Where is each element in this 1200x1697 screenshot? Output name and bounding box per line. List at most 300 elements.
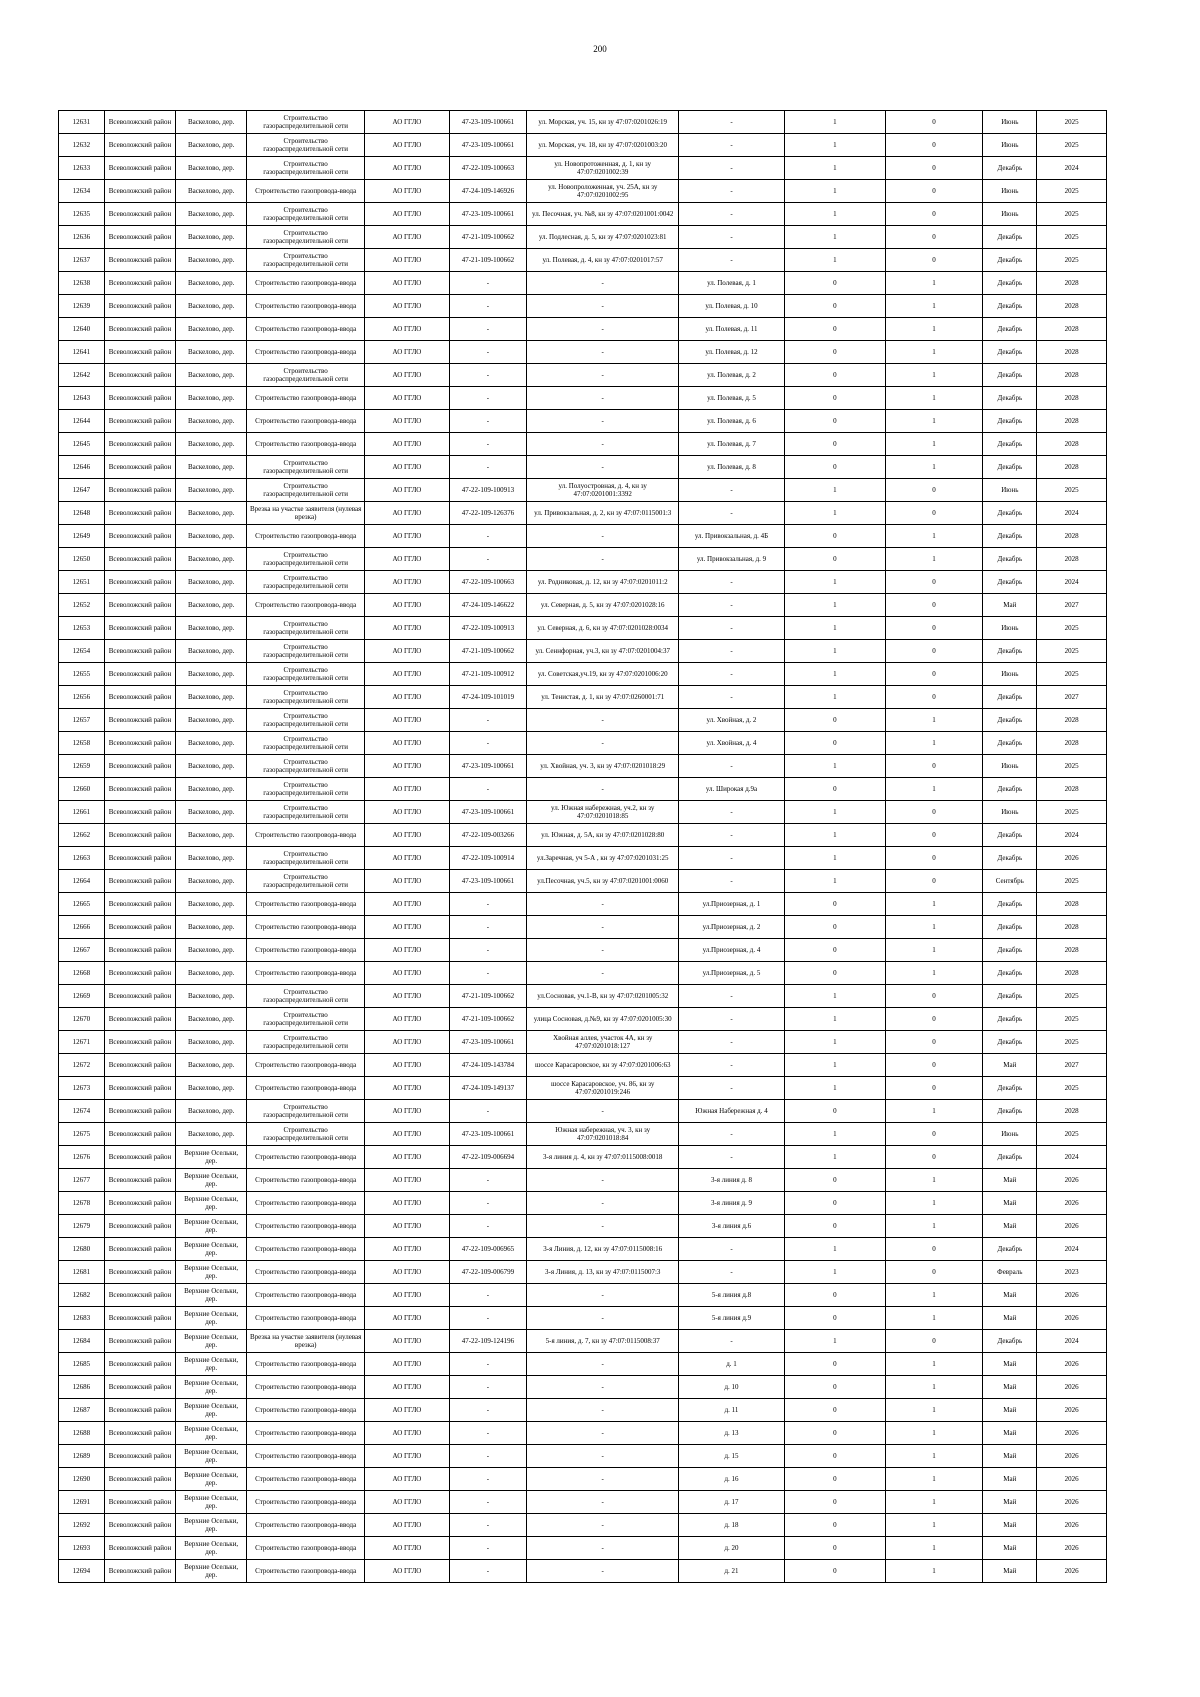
cell-application-id: 47-21-109-100662 [449, 640, 527, 663]
cell-count-a: 0 [784, 1422, 885, 1445]
cell-count-a: 0 [784, 410, 885, 433]
cell-row-number: 12635 [59, 203, 105, 226]
cell-organization: АО ГГЛО [365, 663, 449, 686]
cell-settlement: Васкелово, дер. [176, 686, 247, 709]
cell-application-id: - [449, 456, 527, 479]
cell-address: ул. Полевая, д. 12 [679, 341, 785, 364]
table-row [59, 410, 1107, 433]
cell-district: Всеволожский район [104, 387, 176, 410]
cell-month: Декабрь [983, 1100, 1037, 1123]
cell-address: Южная Набережная д. 4 [679, 1100, 785, 1123]
cell-address: - [679, 1330, 785, 1353]
cell-year: 2024 [1037, 157, 1107, 180]
cell-year: 2028 [1037, 778, 1107, 801]
cell-organization: АО ГГЛО [365, 180, 449, 203]
cell-count-b: 1 [885, 1215, 983, 1238]
cell-year: 2025 [1037, 226, 1107, 249]
cell-count-a: 1 [784, 502, 885, 525]
table-row [59, 1192, 1107, 1215]
cell-application-id: - [449, 1445, 527, 1468]
cell-count-a: 1 [784, 686, 885, 709]
cell-address: ул. Хвойная, д. 4 [679, 732, 785, 755]
cell-work-type: Строительство газораспределительной сети [246, 456, 364, 479]
cell-count-a: 1 [784, 1261, 885, 1284]
cell-organization: АО ГГЛО [365, 824, 449, 847]
cell-application-id: 47-24-109-143784 [449, 1054, 527, 1077]
cell-address: - [679, 870, 785, 893]
cell-organization: АО ГГЛО [365, 1284, 449, 1307]
cell-row-number: 12639 [59, 295, 105, 318]
table-row [59, 847, 1107, 870]
cell-settlement: Верхние Осельки, дер. [176, 1169, 247, 1192]
cell-month: Декабрь [983, 962, 1037, 985]
cell-district: Всеволожский район [104, 1399, 176, 1422]
cell-settlement: Верхние Осельки, дер. [176, 1238, 247, 1261]
cell-address-cadastral: ул. Советская,уч.19, кн зу 47:07:0201006:20 [527, 663, 679, 686]
cell-organization: АО ГГЛО [365, 1261, 449, 1284]
cell-organization: АО ГГЛО [365, 387, 449, 410]
cell-count-a: 0 [784, 1445, 885, 1468]
cell-settlement: Верхние Осельки, дер. [176, 1215, 247, 1238]
cell-application-id: - [449, 1307, 527, 1330]
cell-application-id: 47-23-109-100661 [449, 870, 527, 893]
cell-district: Всеволожский район [104, 1330, 176, 1353]
table-row [59, 180, 1107, 203]
cell-address: д. 15 [679, 1445, 785, 1468]
cell-address: - [679, 594, 785, 617]
cell-organization: АО ГГЛО [365, 203, 449, 226]
cell-address-cadastral: ул.Песочная, уч.5, кн зу 47:07:0201001:0060 [527, 870, 679, 893]
cell-row-number: 12654 [59, 640, 105, 663]
cell-organization: АО ГГЛО [365, 479, 449, 502]
cell-application-id: - [449, 433, 527, 456]
cell-row-number: 12655 [59, 663, 105, 686]
cell-work-type: Строительство газораспределительной сети [246, 1123, 364, 1146]
cell-count-b: 1 [885, 962, 983, 985]
cell-count-a: 0 [784, 341, 885, 364]
cell-row-number: 12645 [59, 433, 105, 456]
cell-address-cadastral: - [527, 939, 679, 962]
cell-work-type: Строительство газопровода-ввода [246, 962, 364, 985]
cell-month: Май [983, 1353, 1037, 1376]
cell-organization: АО ГГЛО [365, 985, 449, 1008]
cell-row-number: 12684 [59, 1330, 105, 1353]
cell-month: Декабрь [983, 272, 1037, 295]
cell-row-number: 12669 [59, 985, 105, 1008]
cell-application-id: - [449, 525, 527, 548]
cell-settlement: Васкелово, дер. [176, 433, 247, 456]
cell-work-type: Строительство газопровода-ввода [246, 1192, 364, 1215]
cell-count-a: 0 [784, 272, 885, 295]
cell-month: Июнь [983, 134, 1037, 157]
cell-district: Всеволожский район [104, 824, 176, 847]
cell-month: Декабрь [983, 686, 1037, 709]
cell-application-id: 47-22-109-100913 [449, 617, 527, 640]
cell-count-b: 1 [885, 410, 983, 433]
cell-work-type: Строительство газораспределительной сети [246, 686, 364, 709]
cell-count-a: 1 [784, 1238, 885, 1261]
cell-address-cadastral: - [527, 1100, 679, 1123]
table-row [59, 1146, 1107, 1169]
cell-count-a: 0 [784, 1284, 885, 1307]
table-row [59, 1376, 1107, 1399]
cell-address: - [679, 249, 785, 272]
cell-address: д. 16 [679, 1468, 785, 1491]
cell-month: Декабрь [983, 732, 1037, 755]
cell-address-cadastral: - [527, 1307, 679, 1330]
cell-work-type: Строительство газопровода-ввода [246, 1146, 364, 1169]
cell-work-type: Строительство газопровода-ввода [246, 1514, 364, 1537]
cell-application-id: - [449, 387, 527, 410]
cell-address-cadastral: - [527, 1353, 679, 1376]
cell-count-a: 0 [784, 295, 885, 318]
table-row [59, 456, 1107, 479]
table-row [59, 893, 1107, 916]
cell-district: Всеволожский район [104, 893, 176, 916]
cell-row-number: 12679 [59, 1215, 105, 1238]
cell-address-cadastral: - [527, 1445, 679, 1468]
cell-year: 2024 [1037, 502, 1107, 525]
table-row [59, 663, 1107, 686]
cell-address: ул. Привокзальная, д. 9 [679, 548, 785, 571]
cell-address: - [679, 1031, 785, 1054]
cell-month: Май [983, 1307, 1037, 1330]
cell-work-type: Строительство газопровода-ввода [246, 433, 364, 456]
cell-organization: АО ГГЛО [365, 686, 449, 709]
cell-count-b: 1 [885, 1376, 983, 1399]
cell-organization: АО ГГЛО [365, 732, 449, 755]
cell-address: - [679, 502, 785, 525]
cell-organization: АО ГГЛО [365, 962, 449, 985]
cell-district: Всеволожский район [104, 801, 176, 824]
cell-address: - [679, 571, 785, 594]
cell-month: Декабрь [983, 571, 1037, 594]
cell-count-b: 1 [885, 939, 983, 962]
cell-row-number: 12643 [59, 387, 105, 410]
cell-address-cadastral: ул. Морская, уч. 15, кн зу 47:07:0201026:19 [527, 111, 679, 134]
cell-settlement: Васкелово, дер. [176, 893, 247, 916]
cell-count-b: 1 [885, 893, 983, 916]
cell-row-number: 12659 [59, 755, 105, 778]
cell-count-b: 1 [885, 1537, 983, 1560]
cell-year: 2028 [1037, 548, 1107, 571]
cell-district: Всеволожский район [104, 985, 176, 1008]
cell-year: 2026 [1037, 847, 1107, 870]
cell-application-id: 47-24-109-149137 [449, 1077, 527, 1100]
cell-application-id: - [449, 1284, 527, 1307]
cell-count-a: 0 [784, 778, 885, 801]
cell-year: 2027 [1037, 686, 1107, 709]
cell-address: - [679, 1054, 785, 1077]
cell-count-a: 0 [784, 916, 885, 939]
cell-month: Декабрь [983, 847, 1037, 870]
cell-row-number: 12692 [59, 1514, 105, 1537]
cell-year: 2025 [1037, 249, 1107, 272]
cell-year: 2028 [1037, 732, 1107, 755]
table-row [59, 1215, 1107, 1238]
cell-row-number: 12652 [59, 594, 105, 617]
cell-work-type: Строительство газопровода-ввода [246, 916, 364, 939]
cell-work-type: Строительство газопровода-ввода [246, 410, 364, 433]
cell-work-type: Строительство газопровода-ввода [246, 594, 364, 617]
cell-district: Всеволожский район [104, 617, 176, 640]
cell-organization: АО ГГЛО [365, 594, 449, 617]
table-row [59, 318, 1107, 341]
cell-count-b: 1 [885, 1284, 983, 1307]
cell-district: Всеволожский район [104, 686, 176, 709]
cell-district: Всеволожский район [104, 1284, 176, 1307]
cell-district: Всеволожский район [104, 1468, 176, 1491]
cell-address: ул. Полевая, д. 1 [679, 272, 785, 295]
cell-address-cadastral: шоссе Карасаровское, уч. 86, кн зу 47:07:0201019:246 [527, 1077, 679, 1100]
cell-month: Декабрь [983, 502, 1037, 525]
table-body [59, 111, 1107, 1583]
cell-month: Декабрь [983, 525, 1037, 548]
cell-count-a: 0 [784, 1491, 885, 1514]
table-row [59, 134, 1107, 157]
cell-year: 2028 [1037, 433, 1107, 456]
cell-organization: АО ГГЛО [365, 847, 449, 870]
cell-settlement: Васкелово, дер. [176, 318, 247, 341]
cell-address-cadastral: ул. Новопроложенная, уч. 25А, кн зу 47:07:0201002:95 [527, 180, 679, 203]
cell-address: 3-я линия д. 9 [679, 1192, 785, 1215]
cell-address: д. 18 [679, 1514, 785, 1537]
cell-count-b: 1 [885, 272, 983, 295]
cell-work-type: Строительство газопровода-ввода [246, 1399, 364, 1422]
cell-address-cadastral: - [527, 433, 679, 456]
cell-count-a: 1 [784, 1123, 885, 1146]
cell-address-cadastral: - [527, 709, 679, 732]
cell-district: Всеволожский район [104, 709, 176, 732]
cell-count-a: 0 [784, 1353, 885, 1376]
cell-application-id: 47-21-109-100662 [449, 1008, 527, 1031]
cell-row-number: 12680 [59, 1238, 105, 1261]
cell-month: Май [983, 594, 1037, 617]
cell-month: Декабрь [983, 410, 1037, 433]
cell-month: Декабрь [983, 1031, 1037, 1054]
cell-district: Всеволожский район [104, 180, 176, 203]
cell-district: Всеволожский район [104, 1054, 176, 1077]
cell-month: Май [983, 1192, 1037, 1215]
cell-organization: АО ГГЛО [365, 1330, 449, 1353]
cell-settlement: Васкелово, дер. [176, 456, 247, 479]
cell-year: 2025 [1037, 111, 1107, 134]
cell-address-cadastral: 3-я Линия, д. 12, кн зу 47:07:0115008:16 [527, 1238, 679, 1261]
cell-work-type: Строительство газораспределительной сети [246, 847, 364, 870]
cell-count-b: 0 [885, 1031, 983, 1054]
cell-count-b: 0 [885, 1330, 983, 1353]
cell-count-b: 0 [885, 847, 983, 870]
cell-settlement: Верхние Осельки, дер. [176, 1514, 247, 1537]
cell-year: 2028 [1037, 893, 1107, 916]
cell-row-number: 12668 [59, 962, 105, 985]
table-row [59, 1238, 1107, 1261]
cell-row-number: 12664 [59, 870, 105, 893]
cell-district: Всеволожский район [104, 1307, 176, 1330]
cell-year: 2025 [1037, 479, 1107, 502]
cell-address-cadastral: - [527, 295, 679, 318]
cell-year: 2025 [1037, 663, 1107, 686]
cell-row-number: 12662 [59, 824, 105, 847]
cell-count-a: 1 [784, 847, 885, 870]
cell-district: Всеволожский район [104, 1238, 176, 1261]
cell-count-a: 1 [784, 617, 885, 640]
cell-address-cadastral: - [527, 548, 679, 571]
cell-settlement: Васкелово, дер. [176, 364, 247, 387]
cell-count-a: 0 [784, 1100, 885, 1123]
cell-address: ул. Полевая, д. 8 [679, 456, 785, 479]
cell-row-number: 12665 [59, 893, 105, 916]
cell-application-id: - [449, 1399, 527, 1422]
cell-year: 2026 [1037, 1215, 1107, 1238]
cell-year: 2028 [1037, 364, 1107, 387]
cell-row-number: 12651 [59, 571, 105, 594]
cell-count-b: 1 [885, 295, 983, 318]
cell-month: Июнь [983, 755, 1037, 778]
cell-address-cadastral: ул. Привокзальная, д. 2, кн зу 47:07:0115001:3 [527, 502, 679, 525]
cell-organization: АО ГГЛО [365, 1445, 449, 1468]
table-row [59, 939, 1107, 962]
cell-address-cadastral: ул. Полуостровная, д. 4, кн зу 47:07:0201001:3392 [527, 479, 679, 502]
cell-count-a: 0 [784, 1169, 885, 1192]
table-row [59, 1468, 1107, 1491]
cell-application-id: 47-22-109-100914 [449, 847, 527, 870]
cell-settlement: Васкелово, дер. [176, 111, 247, 134]
table-row [59, 1422, 1107, 1445]
cell-count-b: 1 [885, 318, 983, 341]
cell-month: Февраль [983, 1261, 1037, 1284]
cell-count-b: 1 [885, 1445, 983, 1468]
cell-address: ул. Полевая, д. 2 [679, 364, 785, 387]
cell-settlement: Васкелово, дер. [176, 410, 247, 433]
cell-work-type: Строительство газопровода-ввода [246, 1077, 364, 1100]
cell-work-type: Строительство газопровода-ввода [246, 1238, 364, 1261]
cell-address: - [679, 824, 785, 847]
cell-settlement: Васкелово, дер. [176, 594, 247, 617]
cell-organization: АО ГГЛО [365, 1123, 449, 1146]
cell-district: Всеволожский район [104, 1077, 176, 1100]
cell-organization: АО ГГЛО [365, 341, 449, 364]
cell-address-cadastral: - [527, 1192, 679, 1215]
cell-month: Июнь [983, 111, 1037, 134]
cell-count-b: 0 [885, 134, 983, 157]
table-row [59, 1100, 1107, 1123]
cell-address-cadastral: ул. Подлесная, д. 5, кн зу 47:07:0201023:81 [527, 226, 679, 249]
cell-count-a: 1 [784, 1008, 885, 1031]
cell-district: Всеволожский район [104, 548, 176, 571]
cell-settlement: Васкелово, дер. [176, 709, 247, 732]
cell-organization: АО ГГЛО [365, 709, 449, 732]
table-row [59, 870, 1107, 893]
cell-application-id: - [449, 295, 527, 318]
cell-address: - [679, 847, 785, 870]
cell-district: Всеволожский район [104, 1560, 176, 1583]
cell-month: Декабрь [983, 824, 1037, 847]
table-row [59, 111, 1107, 134]
cell-address-cadastral: ул. Полевая, д. 4, кн зу 47:07:0201017:57 [527, 249, 679, 272]
cell-address: 5-я линия д.8 [679, 1284, 785, 1307]
cell-application-id: - [449, 939, 527, 962]
cell-work-type: Строительство газораспределительной сети [246, 617, 364, 640]
cell-application-id: 47-21-109-100912 [449, 663, 527, 686]
cell-month: Май [983, 1422, 1037, 1445]
cell-row-number: 12650 [59, 548, 105, 571]
cell-application-id: 47-22-109-100663 [449, 157, 527, 180]
cell-organization: АО ГГЛО [365, 893, 449, 916]
cell-count-a: 1 [784, 594, 885, 617]
table-row [59, 594, 1107, 617]
cell-count-a: 1 [784, 571, 885, 594]
cell-address-cadastral: - [527, 916, 679, 939]
cell-work-type: Строительство газопровода-ввода [246, 387, 364, 410]
cell-count-a: 1 [784, 1330, 885, 1353]
cell-application-id: 47-22-109-124196 [449, 1330, 527, 1353]
cell-count-b: 1 [885, 778, 983, 801]
cell-row-number: 12667 [59, 939, 105, 962]
cell-address: - [679, 1123, 785, 1146]
cell-work-type: Строительство газопровода-ввода [246, 1537, 364, 1560]
cell-district: Всеволожский район [104, 1445, 176, 1468]
cell-organization: АО ГГЛО [365, 1560, 449, 1583]
table-row [59, 226, 1107, 249]
cell-organization: АО ГГЛО [365, 1307, 449, 1330]
cell-count-a: 1 [784, 985, 885, 1008]
cell-count-b: 0 [885, 111, 983, 134]
cell-year: 2028 [1037, 410, 1107, 433]
cell-count-b: 0 [885, 180, 983, 203]
table-row [59, 1123, 1107, 1146]
cell-organization: АО ГГЛО [365, 1514, 449, 1537]
cell-organization: АО ГГЛО [365, 433, 449, 456]
cell-district: Всеволожский район [104, 732, 176, 755]
cell-district: Всеволожский район [104, 663, 176, 686]
cell-row-number: 12653 [59, 617, 105, 640]
cell-count-b: 0 [885, 985, 983, 1008]
cell-address-cadastral: - [527, 962, 679, 985]
cell-settlement: Верхние Осельки, дер. [176, 1422, 247, 1445]
cell-application-id: 47-24-109-146926 [449, 180, 527, 203]
cell-application-id: 47-23-109-100661 [449, 755, 527, 778]
cell-count-a: 1 [784, 663, 885, 686]
cell-organization: АО ГГЛО [365, 249, 449, 272]
cell-row-number: 12681 [59, 1261, 105, 1284]
cell-row-number: 12671 [59, 1031, 105, 1054]
cell-work-type: Строительство газораспределительной сети [246, 1008, 364, 1031]
cell-row-number: 12687 [59, 1399, 105, 1422]
cell-application-id: 47-24-109-101019 [449, 686, 527, 709]
table-row [59, 985, 1107, 1008]
cell-work-type: Строительство газопровода-ввода [246, 1468, 364, 1491]
cell-organization: АО ГГЛО [365, 1215, 449, 1238]
cell-address: - [679, 203, 785, 226]
cell-settlement: Васкелово, дер. [176, 1123, 247, 1146]
cell-organization: АО ГГЛО [365, 134, 449, 157]
cell-organization: АО ГГЛО [365, 1146, 449, 1169]
cell-year: 2026 [1037, 1422, 1107, 1445]
cell-address: - [679, 180, 785, 203]
cell-address: - [679, 1146, 785, 1169]
cell-count-a: 0 [784, 318, 885, 341]
cell-address-cadastral: Хвойная аллея, участок 4А, кн зу 47:07:0201018:127 [527, 1031, 679, 1054]
cell-count-b: 1 [885, 1514, 983, 1537]
cell-row-number: 12632 [59, 134, 105, 157]
cell-row-number: 12661 [59, 801, 105, 824]
cell-row-number: 12673 [59, 1077, 105, 1100]
cell-application-id: 47-23-109-100661 [449, 134, 527, 157]
cell-month: Май [983, 1468, 1037, 1491]
table-row [59, 709, 1107, 732]
cell-settlement: Васкелово, дер. [176, 778, 247, 801]
